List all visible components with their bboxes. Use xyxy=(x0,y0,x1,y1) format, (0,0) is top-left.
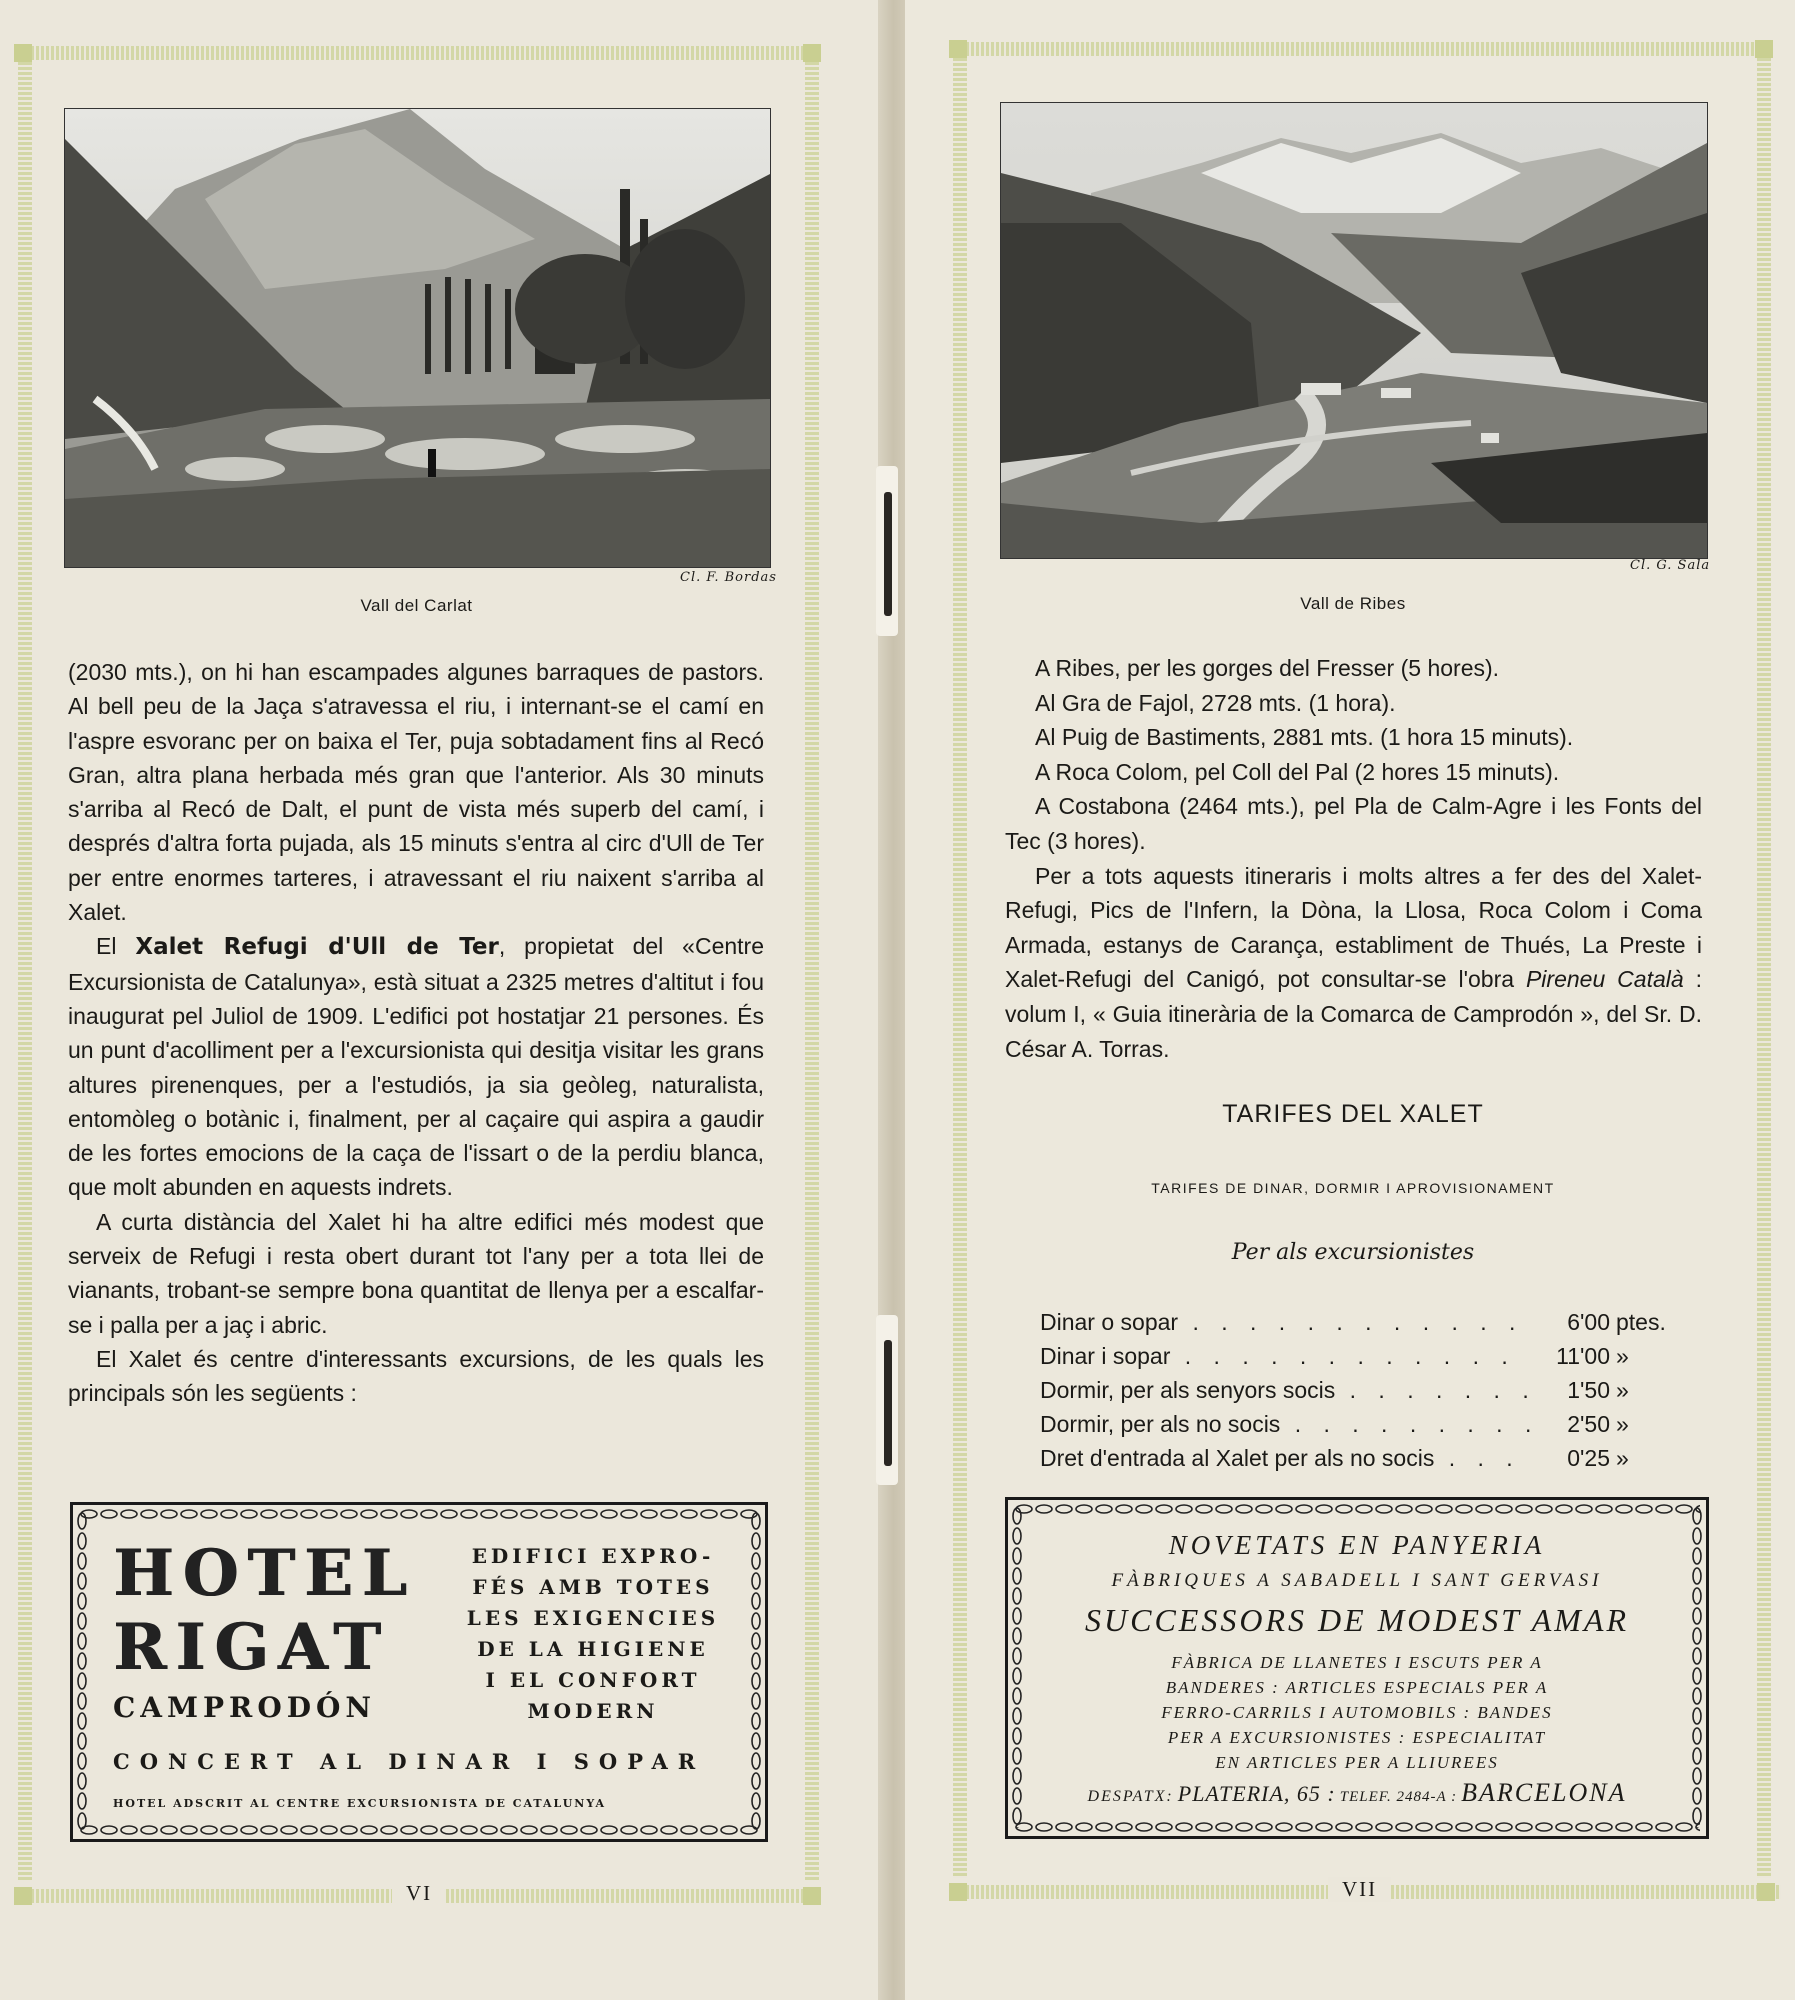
tariff-label: Dormir, per als no socis . . . xyxy=(1040,1411,1530,1438)
tariff-price: 2'50 xyxy=(1559,1411,1610,1438)
closing-text: : volum I, « Guia itinerària de la Comarca de Camprodón », del Sr. D. César A. Torras. xyxy=(1005,966,1703,1062)
photo-vall-de-ribes xyxy=(1000,102,1708,559)
tariff-unit: ptes. xyxy=(1610,1309,1680,1336)
hotel-name-line2: RIGAT xyxy=(113,1610,390,1685)
left-ornament-border xyxy=(953,58,967,1878)
body-text-left xyxy=(68,655,764,1411)
tariff-price: 11'00 xyxy=(1548,1343,1610,1370)
hotel-town: CAMPRODÓN xyxy=(113,1691,376,1724)
tariffs-subtitle: TARIFES DE DINAR, DORMIR I APROVISIONAMENT xyxy=(1151,1180,1555,1196)
photo-credit: Cl. F. Bordas xyxy=(680,570,777,585)
ad-company: SUCCESSORS DE MODEST AMAR xyxy=(1084,1602,1629,1638)
paragraph-lead: El xyxy=(96,933,136,960)
ornament-corner xyxy=(949,40,967,58)
ad-description xyxy=(1008,1650,1706,1775)
left-ornament-border xyxy=(18,62,32,1880)
tariff-row xyxy=(1040,1309,1680,1343)
ad-street: PLATERIA, 65 : xyxy=(1177,1781,1336,1806)
feature-line: FÉS AMB TOTES xyxy=(472,1575,714,1599)
tariff-label: Dinar o sopar . . . xyxy=(1040,1309,1530,1336)
ornament-corner xyxy=(14,1887,32,1905)
hotel-features xyxy=(443,1541,743,1727)
itinerary-item: A Roca Colom, pel Coll del Pal (2 hores 15 minuts). xyxy=(1035,758,1560,785)
ad-line: PER A EXCURSIONISTES : ESPECIALITAT xyxy=(1167,1728,1547,1747)
ad-line: BANDERES : ARTICLES ESPECIALS PER A xyxy=(1165,1678,1549,1697)
paragraph xyxy=(68,929,764,1204)
right-ornament-border xyxy=(805,62,819,1880)
ad-line: EN ARTICLES PER A LLIUREES xyxy=(1215,1753,1499,1772)
chain-border-bottom xyxy=(1014,1820,1700,1834)
modest-amar-advertisement xyxy=(1005,1497,1709,1839)
hotel-footer-line: HOTEL ADSCRIT AL CENTRE EXCURSIONISTA DE CATALUNYA xyxy=(113,1797,607,1810)
itinerary-item: A Costabona (2464 mts.), pel Pla de Calm-Agre i les Fonts del Tec (3 hores). xyxy=(1005,793,1702,854)
hotel-rigat-advertisement xyxy=(70,1502,768,1842)
tariffs-table xyxy=(1040,1309,1680,1479)
tariff-label: Dinar i sopar . . . xyxy=(1040,1343,1530,1370)
itinerary-item: A Ribes, per les gorges del Fresser (5 hores). xyxy=(1035,655,1500,681)
closing-paragraph xyxy=(1005,859,1702,1067)
feature-line: DE LA HIGIENE xyxy=(477,1637,709,1661)
feature-line: LES EXIGENCIES xyxy=(466,1606,720,1630)
hotel-concert-line: CONCERT AL DINAR I SOPAR xyxy=(113,1749,706,1774)
tariffs-audience: Per als excursionistes xyxy=(1231,1240,1475,1265)
ad-headline: NOVETATS EN PANYERIA xyxy=(1168,1530,1546,1560)
top-ornament-border xyxy=(16,46,818,60)
chain-border-right xyxy=(749,1511,763,1831)
tariff-price: 0'25 xyxy=(1559,1445,1610,1472)
chain-border-top xyxy=(1014,1502,1700,1516)
binding-thread xyxy=(884,492,892,616)
chain-border-top xyxy=(79,1507,759,1521)
tariff-row xyxy=(1040,1445,1680,1479)
ad-city: BARCELONA xyxy=(1461,1778,1627,1807)
feature-line: I EL CONFORT xyxy=(485,1668,701,1692)
valley-town-photo xyxy=(1001,103,1707,558)
chain-border-bottom xyxy=(79,1823,759,1837)
ad-phone: TELEF. 2484-A : xyxy=(1339,1789,1458,1805)
ad-despatx: DESPATX: xyxy=(1087,1788,1174,1805)
ornament-corner xyxy=(14,44,32,62)
itinerary-list xyxy=(1005,651,1702,1066)
tariff-price: 6'00 xyxy=(1559,1309,1610,1336)
binding-thread xyxy=(884,1340,892,1466)
tariff-unit: » xyxy=(1610,1377,1680,1404)
book-title: Pireneu Català xyxy=(1525,966,1684,993)
tariff-row xyxy=(1040,1411,1680,1445)
chain-border-left xyxy=(75,1511,89,1831)
right-page xyxy=(905,0,1795,2000)
photo-caption: Vall de Ribes xyxy=(1300,594,1406,613)
itinerary-item: Al Gra de Fajol, 2728 mts. (1 hora). xyxy=(1035,689,1396,716)
mountain-valley-photo xyxy=(65,109,770,567)
ornament-corner xyxy=(1757,1883,1775,1901)
paragraph: El Xalet és centre d'interessants excursions, de les quals les principals són les següents : xyxy=(68,1345,764,1407)
closing-text: Per a tots aquests itineraris i molts altres a fer des del Xalet-Refugi, Pics de l'Infern, la Dòna, la Llosa, Roca Colom i Coma Armada, estanys de Carança, establiment de Thués, La Preste i Xalet-Refugi del Canigó, pot consultar-se l'obra xyxy=(1005,862,1702,993)
feature-line: MODERN xyxy=(527,1699,659,1723)
tariff-row xyxy=(1040,1343,1680,1377)
ornament-corner xyxy=(949,1883,967,1901)
tariff-label: Dormir, per als senyors socis . . . xyxy=(1040,1377,1530,1404)
ad-factories: FÀBRIQUES A SABADELL I SANT GERVASI xyxy=(1111,1570,1603,1591)
photo-vall-del-carlat xyxy=(64,108,771,568)
ad-line: FERRO-CARRILS I AUTOMOBILS : BANDES xyxy=(1161,1703,1553,1722)
left-page xyxy=(0,0,890,2000)
page-number: VI xyxy=(392,1881,446,1906)
tariff-label: Dret d'entrada al Xalet per als no socis . . . xyxy=(1040,1445,1530,1472)
tariff-unit: » xyxy=(1610,1411,1680,1438)
photo-caption: Vall del Carlat xyxy=(360,596,473,615)
page-number: VII xyxy=(1328,1877,1391,1902)
ornament-corner xyxy=(1755,40,1773,58)
tariff-price: 1'50 xyxy=(1559,1377,1610,1404)
tariff-unit: » xyxy=(1610,1445,1680,1472)
tariff-unit: » xyxy=(1610,1343,1680,1370)
paragraph: A curta distància del Xalet hi ha altre edifici més modest que serveix de Refugi i resta obert durant tot l'any per a tota llei de vianants, trobant-se sempre bona quantitat de llenya per a escalfar-se i palla per a jaç i abric. xyxy=(68,1208,764,1338)
xalet-name: Xalet Refugi d'Ull de Ter xyxy=(135,934,499,961)
photo-credit: Cl. G. Sala xyxy=(1630,558,1711,573)
feature-line: EDIFICI EXPRO- xyxy=(471,1544,715,1568)
tariff-row xyxy=(1040,1377,1680,1411)
ornament-corner xyxy=(803,44,821,62)
right-ornament-border xyxy=(1757,58,1771,1878)
paragraph: (2030 mts.), on hi han escampades algunes barraques de pastors. Al bell peu de la Jaça s'atravessa el riu, i internant-se el camí en l'aspre esvoranc per on baixa el Ter, puja sobtadament fins al Recó Gran, altra plana herbada més gran que l'anterior. Als 30 minuts s'arriba al Recó de Dalt, el punt de vista més superb del camí, i després d'altra forta pujada, als 15 minuts s'entra al circ d'Ull de Ter per entre enormes tarteres, i atravessant el riu naixent s'arriba al Xalet. xyxy=(68,659,764,926)
hotel-name-line1: HOTEL xyxy=(113,1536,416,1611)
top-ornament-border xyxy=(951,42,1761,56)
paragraph-rest: , propietat del «Centre Excursionista de Catalunya», està situat a 2325 metres d'altitut i fou inaugurat pel Juliol de 1909. L'edifici pot hostatjar 21 persones. És un punt d'acolliment per a l'excursionista qui desitja visitar les grans altures pirenenques, per a l'estudiós, ja sia geòleg, naturalista, entomòleg o botànic i, finalment, per al caçaire qui aspira a gaudir de les fortes emocions de la caça de l'issart o de la perdiu blanca, que molt abunden en aquests indrets. xyxy=(68,933,765,1201)
ornament-corner xyxy=(803,1887,821,1905)
tariffs-title: TARIFES DEL XALET xyxy=(1222,1100,1484,1128)
ad-line: FÀBRICA DE LLANETES I ESCUTS PER A xyxy=(1171,1653,1543,1672)
ad-address xyxy=(1008,1778,1706,1808)
itinerary-item: Al Puig de Bastiments, 2881 mts. (1 hora 15 minuts). xyxy=(1035,724,1574,751)
